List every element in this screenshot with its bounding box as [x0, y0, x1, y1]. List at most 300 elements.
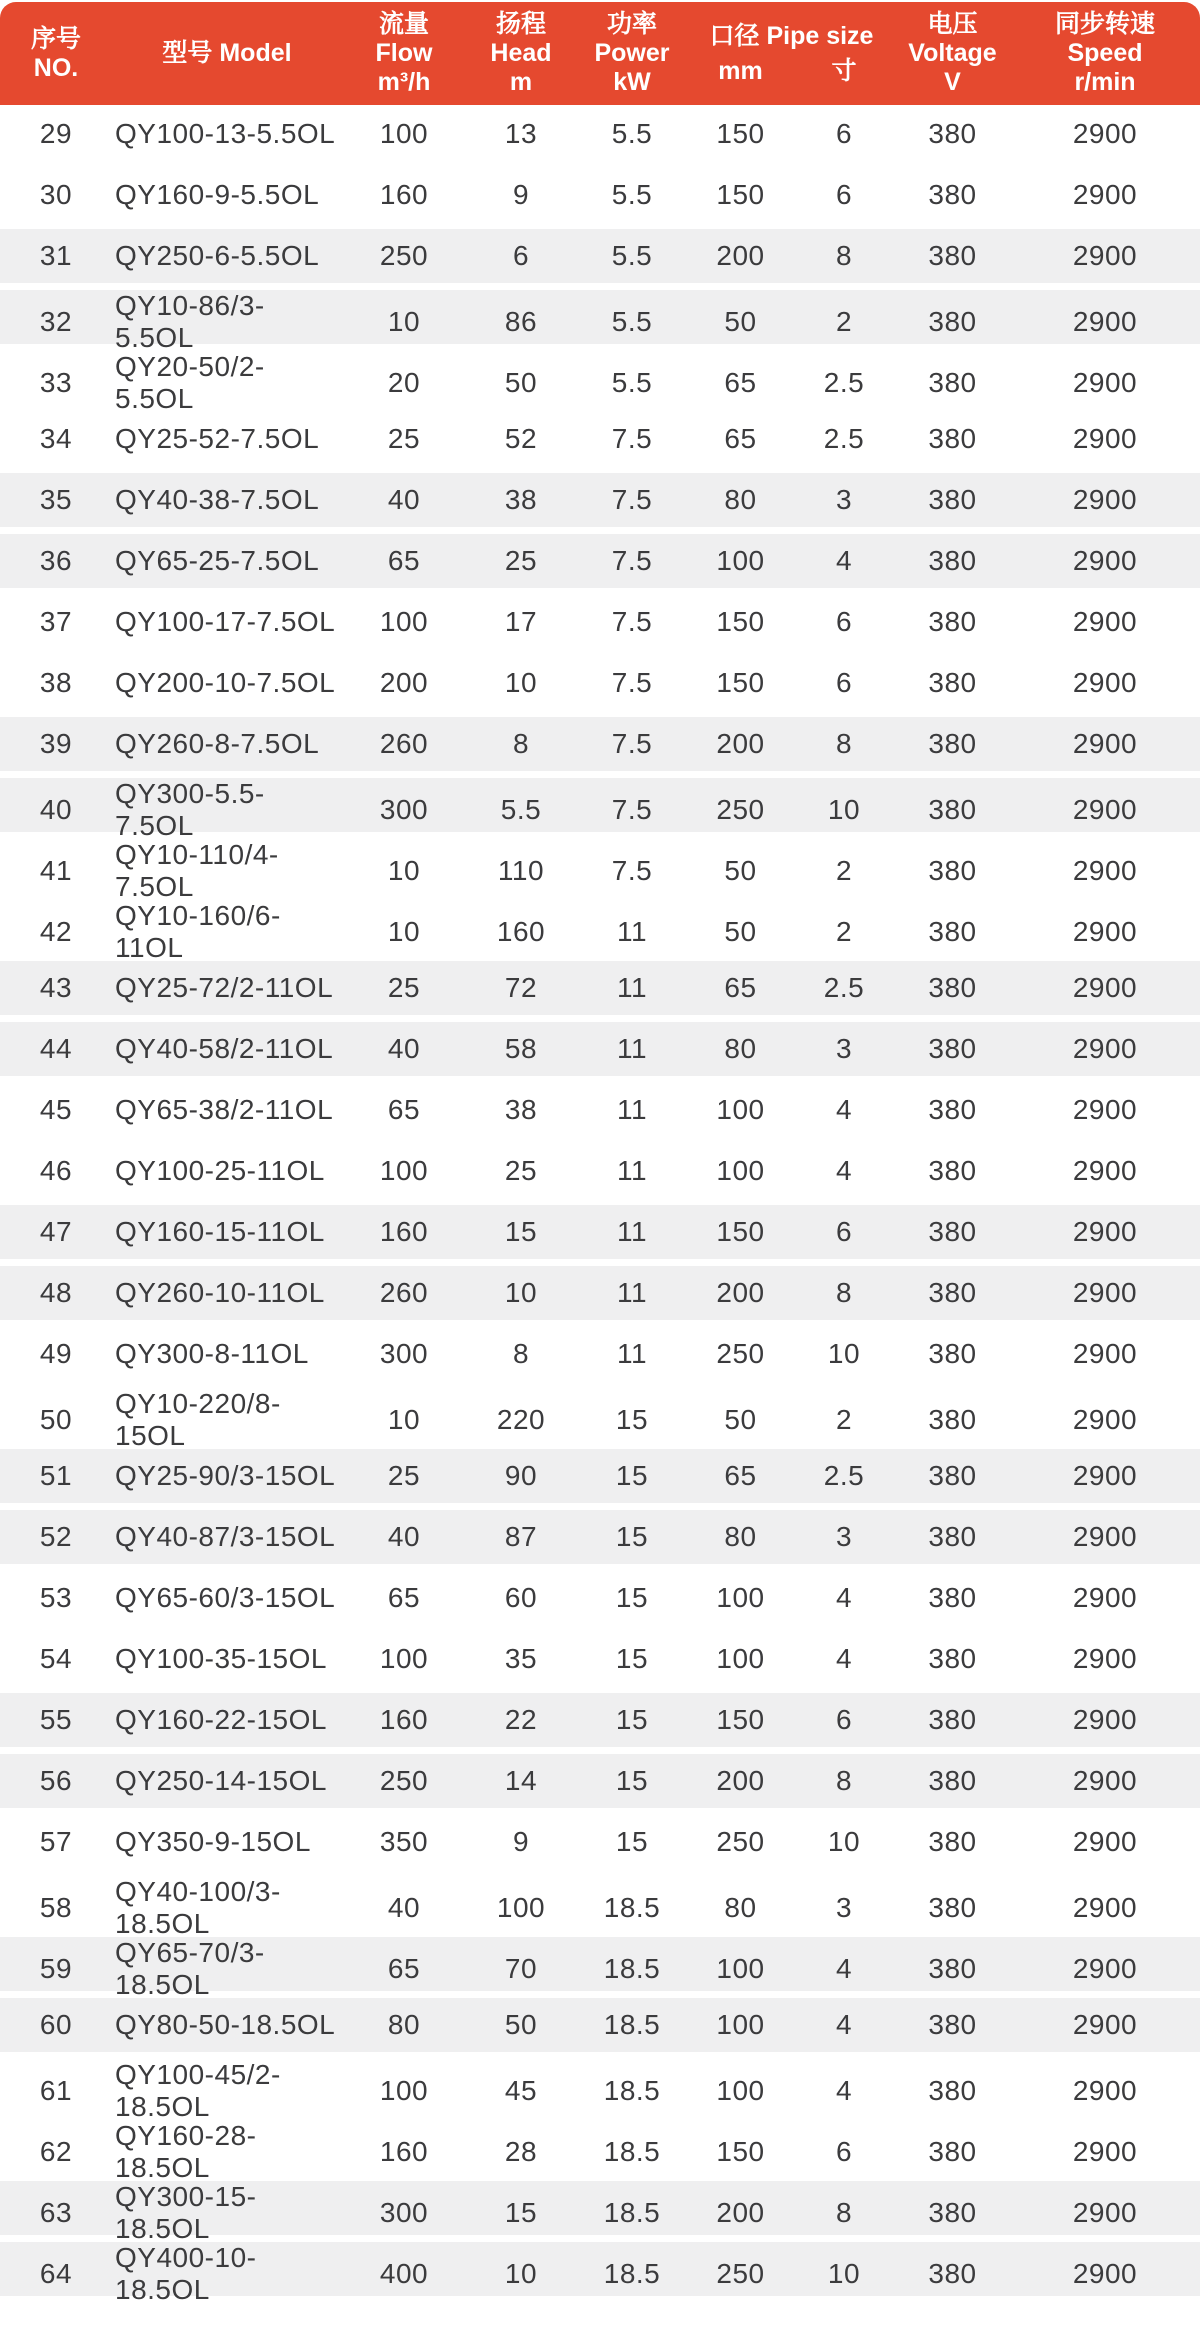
cell-flow: 10	[387, 855, 421, 886]
cell-pipe-mm: 200	[716, 1277, 765, 1308]
cell-flow: 350	[379, 1826, 429, 1857]
table-row	[0, 290, 1200, 353]
cell-model: QY10-86/3-5.5OL	[115, 290, 265, 353]
cell-head: 70	[504, 1953, 538, 1984]
header-head-zh: 扬程	[495, 10, 546, 38]
table-row	[0, 534, 1200, 588]
cell-voltage: 380	[928, 1094, 977, 1125]
cell-pipe-cun: 4	[835, 2075, 853, 2106]
cell-pipe-mm: 50	[724, 1404, 757, 1435]
cell-pipe-cun: 4	[835, 1155, 853, 1186]
cell-no: 52	[39, 1521, 73, 1552]
cell-flow: 65	[387, 1953, 421, 1984]
cell-no: 63	[39, 2197, 73, 2228]
cell-voltage: 380	[928, 1953, 977, 1984]
cell-pipe-mm: 200	[716, 728, 765, 759]
cell-head: 15	[504, 1216, 538, 1247]
cell-speed: 2900	[1072, 916, 1138, 947]
cell-flow: 100	[379, 1155, 429, 1186]
cell-pipe-mm: 80	[724, 1892, 757, 1923]
cell-power: 18.5	[603, 2009, 661, 2040]
cell-head: 160	[496, 916, 546, 947]
cell-voltage: 380	[928, 1033, 977, 1064]
cell-pipe-mm: 200	[716, 240, 765, 271]
cell-pipe-mm: 200	[716, 1765, 765, 1796]
cell-flow: 260	[379, 728, 429, 759]
cell-power: 18.5	[603, 2075, 661, 2106]
cell-no: 55	[39, 1704, 73, 1735]
cell-pipe-cun: 6	[835, 606, 853, 637]
cell-pipe-mm: 65	[724, 1460, 757, 1491]
cell-pipe-mm: 150	[716, 1216, 765, 1247]
cell-voltage: 380	[928, 1892, 977, 1923]
cell-flow: 65	[387, 545, 421, 576]
cell-no: 50	[39, 1404, 73, 1435]
cell-flow: 100	[379, 1643, 429, 1674]
cell-head: 72	[504, 972, 538, 1003]
cell-flow: 40	[387, 1521, 421, 1552]
table-row	[0, 717, 1200, 771]
cell-no: 44	[39, 1033, 73, 1064]
table-row	[0, 107, 1200, 161]
cell-speed: 2900	[1072, 545, 1138, 576]
cell-head: 110	[497, 855, 545, 886]
cell-model: QY350-9-15OL	[115, 1826, 311, 1857]
cell-model: QY65-25-7.5OL	[115, 545, 320, 576]
cell-pipe-mm: 250	[716, 1338, 765, 1369]
cell-pipe-cun: 3	[835, 1521, 853, 1552]
cell-speed: 2900	[1072, 423, 1138, 454]
cell-flow: 65	[387, 1582, 421, 1613]
cell-model: QY100-45/2-18.5OL	[115, 2059, 281, 2122]
cell-speed: 2900	[1072, 2197, 1138, 2228]
cell-model: QY65-60/3-15OL	[115, 1582, 336, 1613]
cell-no: 43	[39, 972, 73, 1003]
cell-pipe-cun: 4	[835, 1643, 853, 1674]
cell-head: 50	[504, 367, 538, 398]
cell-power: 11	[616, 1277, 648, 1308]
header-model	[112, 39, 342, 68]
header-voltage	[895, 10, 1010, 97]
cell-flow: 250	[379, 1765, 429, 1796]
cell-model: QY160-9-5.5OL	[115, 179, 320, 210]
cell-head: 9	[512, 1826, 530, 1857]
cell-head: 15	[504, 2197, 538, 2228]
cell-flow: 400	[379, 2258, 429, 2289]
cell-pipe-mm: 100	[716, 1155, 765, 1186]
cell-voltage: 380	[928, 794, 977, 825]
table-row	[0, 1083, 1200, 1137]
cell-speed: 2900	[1072, 1033, 1138, 1064]
cell-voltage: 380	[928, 2136, 977, 2167]
table-row	[0, 1022, 1200, 1076]
cell-no: 48	[39, 1277, 73, 1308]
cell-power: 5.5	[611, 367, 653, 398]
cell-flow: 160	[379, 1704, 429, 1735]
header-voltage-zh: 电压	[927, 10, 978, 38]
cell-head: 25	[504, 545, 538, 576]
cell-voltage: 380	[928, 1155, 977, 1186]
cell-voltage: 380	[928, 179, 977, 210]
cell-head: 8	[512, 728, 530, 759]
cell-pipe-mm: 80	[724, 484, 757, 515]
cell-voltage: 380	[928, 1277, 977, 1308]
cell-speed: 2900	[1072, 1338, 1138, 1369]
cell-model: QY10-220/8-15OL	[115, 1388, 281, 1451]
cell-voltage: 380	[928, 916, 977, 947]
cell-flow: 20	[387, 367, 421, 398]
pump-spec-table	[0, 2, 1200, 2305]
table-row	[0, 778, 1200, 841]
cell-flow: 100	[379, 2075, 429, 2106]
cell-head: 22	[504, 1704, 538, 1735]
cell-flow: 250	[379, 240, 429, 271]
cell-pipe-cun: 6	[835, 2136, 853, 2167]
cell-pipe-mm: 150	[716, 179, 765, 210]
cell-no: 32	[39, 306, 73, 337]
header-no-zh: 序号	[30, 24, 81, 53]
cell-model: QY160-28-18.5OL	[115, 2120, 257, 2183]
cell-no: 31	[39, 240, 73, 271]
cell-pipe-cun: 8	[835, 728, 853, 759]
cell-speed: 2900	[1072, 1094, 1138, 1125]
cell-no: 64	[39, 2258, 73, 2289]
table-row	[0, 1815, 1200, 1869]
table-header	[0, 2, 1200, 105]
cell-power: 11	[616, 916, 648, 947]
cell-voltage: 380	[928, 306, 977, 337]
cell-head: 6	[512, 240, 530, 271]
cell-power: 15	[615, 1826, 649, 1857]
cell-flow: 25	[387, 972, 421, 1003]
cell-pipe-cun: 6	[835, 1704, 853, 1735]
cell-head: 90	[504, 1460, 538, 1491]
cell-flow: 100	[379, 118, 429, 149]
cell-voltage: 380	[928, 367, 977, 398]
cell-model: QY40-100/3-18.5OL	[115, 1876, 281, 1939]
cell-speed: 2900	[1072, 367, 1138, 398]
table-row	[0, 473, 1200, 527]
cell-voltage: 380	[928, 484, 977, 515]
cell-model: QY10-110/4-7.5OL	[115, 839, 279, 902]
cell-head: 28	[504, 2136, 538, 2167]
cell-flow: 25	[387, 1460, 421, 1491]
cell-model: QY40-58/2-11OL	[115, 1033, 334, 1064]
cell-power: 5.5	[611, 179, 653, 210]
table-row	[0, 656, 1200, 710]
cell-no: 60	[39, 2009, 73, 2040]
table-row	[0, 1144, 1200, 1198]
cell-pipe-mm: 250	[716, 794, 765, 825]
cell-no: 29	[39, 118, 73, 149]
cell-voltage: 380	[928, 1521, 977, 1552]
cell-pipe-cun: 10	[827, 1338, 861, 1369]
cell-power: 18.5	[603, 1953, 661, 1984]
cell-model: QY200-10-7.5OL	[115, 667, 336, 698]
cell-pipe-mm: 100	[716, 1643, 765, 1674]
cell-voltage: 380	[928, 240, 977, 271]
cell-power: 5.5	[611, 240, 653, 271]
cell-pipe-mm: 65	[724, 423, 757, 454]
cell-power: 5.5	[611, 306, 653, 337]
cell-head: 9	[512, 179, 530, 210]
cell-power: 5.5	[611, 118, 653, 149]
cell-power: 15	[615, 1643, 649, 1674]
cell-no: 56	[39, 1765, 73, 1796]
cell-power: 7.5	[611, 728, 653, 759]
cell-model: QY260-10-11OL	[115, 1277, 325, 1308]
cell-head: 38	[504, 1094, 538, 1125]
cell-voltage: 380	[928, 2009, 977, 2040]
cell-pipe-mm: 80	[724, 1033, 757, 1064]
header-pipe-cun: 寸	[831, 56, 857, 85]
cell-flow: 25	[387, 423, 421, 454]
cell-voltage: 380	[928, 1582, 977, 1613]
cell-power: 7.5	[611, 423, 653, 454]
cell-pipe-cun: 4	[835, 1953, 853, 1984]
table-row	[0, 595, 1200, 649]
cell-speed: 2900	[1072, 484, 1138, 515]
cell-power: 11	[616, 972, 648, 1003]
cell-pipe-mm: 200	[716, 2197, 765, 2228]
cell-pipe-mm: 150	[716, 667, 765, 698]
cell-power: 7.5	[611, 606, 653, 637]
cell-pipe-cun: 2.5	[823, 972, 865, 1003]
cell-head: 45	[504, 2075, 538, 2106]
cell-speed: 2900	[1072, 1216, 1138, 1247]
cell-flow: 160	[379, 2136, 429, 2167]
cell-pipe-cun: 4	[835, 1582, 853, 1613]
cell-flow: 10	[387, 916, 421, 947]
cell-pipe-cun: 8	[835, 1765, 853, 1796]
cell-speed: 2900	[1072, 972, 1138, 1003]
cell-flow: 200	[379, 667, 429, 698]
cell-no: 40	[39, 794, 73, 825]
cell-model: QY300-5.5-7.5OL	[115, 778, 265, 841]
cell-voltage: 380	[928, 2197, 977, 2228]
cell-pipe-cun: 4	[835, 2009, 853, 2040]
header-head	[466, 10, 576, 97]
cell-no: 51	[39, 1460, 73, 1491]
table-row	[0, 1754, 1200, 1808]
cell-model: QY100-25-11OL	[115, 1155, 325, 1186]
cell-no: 36	[39, 545, 73, 576]
cell-pipe-mm: 150	[716, 118, 765, 149]
cell-pipe-cun: 10	[827, 1826, 861, 1857]
table-row	[0, 1510, 1200, 1564]
cell-pipe-mm: 65	[724, 367, 757, 398]
cell-flow: 160	[379, 179, 429, 210]
cell-pipe-cun: 2.5	[823, 423, 865, 454]
header-speed-en: Speed	[1067, 39, 1143, 67]
cell-no: 47	[39, 1216, 73, 1247]
cell-head: 52	[504, 423, 538, 454]
cell-pipe-cun: 6	[835, 667, 853, 698]
cell-power: 18.5	[603, 2197, 661, 2228]
table-row	[0, 900, 1200, 963]
cell-no: 53	[39, 1582, 73, 1613]
cell-speed: 2900	[1072, 2258, 1138, 2289]
cell-head: 58	[504, 1033, 538, 1064]
cell-flow: 300	[379, 1338, 429, 1369]
cell-pipe-cun: 10	[827, 794, 861, 825]
cell-no: 34	[39, 423, 73, 454]
cell-model: QY40-87/3-15OL	[115, 1521, 336, 1552]
cell-no: 41	[39, 855, 73, 886]
header-speed-zh: 同步转速	[1054, 10, 1155, 38]
table-row	[0, 1449, 1200, 1503]
header-voltage-en: Voltage	[908, 39, 997, 67]
cell-pipe-cun: 6	[835, 118, 853, 149]
cell-model: QY10-160/6-11OL	[115, 900, 281, 963]
cell-model: QY100-17-7.5OL	[115, 606, 336, 637]
cell-pipe-cun: 3	[835, 1892, 853, 1923]
cell-model: QY20-50/2-5.5OL	[115, 351, 265, 414]
table-row	[0, 1998, 1200, 2052]
table-row	[0, 2120, 1200, 2183]
cell-flow: 40	[387, 1892, 421, 1923]
cell-no: 57	[39, 1826, 73, 1857]
table-row	[0, 961, 1200, 1015]
cell-model: QY250-6-5.5OL	[115, 240, 320, 271]
cell-pipe-cun: 2	[835, 306, 853, 337]
cell-flow: 40	[387, 1033, 421, 1064]
cell-speed: 2900	[1072, 240, 1138, 271]
cell-power: 15	[615, 1765, 649, 1796]
cell-flow: 80	[387, 2009, 421, 2040]
table-row	[0, 351, 1200, 414]
header-voltage-unit: V	[944, 68, 961, 96]
header-speed-unit: r/min	[1074, 68, 1136, 96]
cell-head: 25	[504, 1155, 538, 1186]
cell-no: 33	[39, 367, 73, 398]
cell-pipe-cun: 2	[835, 855, 853, 886]
cell-pipe-mm: 100	[716, 2009, 765, 2040]
table-row	[0, 1266, 1200, 1320]
cell-no: 37	[39, 606, 73, 637]
cell-voltage: 380	[928, 1765, 977, 1796]
cell-pipe-mm: 250	[716, 2258, 765, 2289]
cell-head: 10	[504, 2258, 538, 2289]
cell-model: QY65-70/3-18.5OL	[115, 1937, 265, 2000]
cell-head: 14	[504, 1765, 538, 1796]
cell-pipe-cun: 6	[835, 179, 853, 210]
cell-voltage: 380	[928, 1704, 977, 1735]
cell-model: QY25-72/2-11OL	[115, 972, 334, 1003]
cell-head: 86	[504, 306, 538, 337]
cell-speed: 2900	[1072, 1404, 1138, 1435]
cell-voltage: 380	[928, 1404, 977, 1435]
cell-speed: 2900	[1072, 2075, 1138, 2106]
cell-power: 11	[616, 1094, 648, 1125]
cell-pipe-mm: 250	[716, 1826, 765, 1857]
cell-head: 60	[504, 1582, 538, 1613]
cell-head: 10	[504, 667, 538, 698]
cell-speed: 2900	[1072, 1704, 1138, 1735]
cell-power: 7.5	[611, 855, 653, 886]
cell-model: QY100-35-15OL	[115, 1643, 327, 1674]
cell-head: 8	[512, 1338, 530, 1369]
cell-pipe-cun: 4	[835, 1094, 853, 1125]
cell-no: 54	[39, 1643, 73, 1674]
header-pipe-mm: mm	[718, 56, 763, 85]
cell-head: 5.5	[500, 794, 542, 825]
cell-pipe-mm: 50	[724, 916, 757, 947]
cell-pipe-mm: 50	[724, 306, 757, 337]
cell-head: 10	[504, 1277, 538, 1308]
cell-speed: 2900	[1072, 1892, 1138, 1923]
cell-pipe-mm: 100	[716, 545, 765, 576]
cell-voltage: 380	[928, 1338, 977, 1369]
cell-pipe-cun: 3	[835, 1033, 853, 1064]
cell-speed: 2900	[1072, 1953, 1138, 1984]
cell-no: 45	[39, 1094, 73, 1125]
cell-model: QY250-14-15OL	[115, 1765, 327, 1796]
table-row	[0, 2181, 1200, 2244]
cell-flow: 260	[379, 1277, 429, 1308]
cell-power: 15	[615, 1521, 649, 1552]
cell-flow: 10	[387, 306, 421, 337]
cell-model: QY65-38/2-11OL	[115, 1094, 334, 1125]
header-flow-zh: 流量	[378, 10, 429, 38]
cell-model: QY300-15-18.5OL	[115, 2181, 257, 2244]
cell-pipe-cun: 8	[835, 1277, 853, 1308]
cell-pipe-mm: 100	[716, 1582, 765, 1613]
header-flow	[342, 10, 466, 97]
cell-flow: 300	[379, 2197, 429, 2228]
cell-flow: 300	[379, 794, 429, 825]
cell-no: 61	[39, 2075, 73, 2106]
cell-speed: 2900	[1072, 1765, 1138, 1796]
header-power	[576, 10, 688, 97]
cell-power: 18.5	[603, 2136, 661, 2167]
cell-voltage: 380	[928, 545, 977, 576]
cell-power: 7.5	[611, 484, 653, 515]
cell-power: 11	[616, 1155, 648, 1186]
cell-power: 18.5	[603, 1892, 661, 1923]
cell-voltage: 380	[928, 1643, 977, 1674]
cell-voltage: 380	[928, 667, 977, 698]
cell-model: QY40-38-7.5OL	[115, 484, 320, 515]
table-row	[0, 229, 1200, 283]
cell-speed: 2900	[1072, 855, 1138, 886]
header-flow-en: Flow	[375, 39, 433, 67]
cell-voltage: 380	[928, 2075, 977, 2106]
header-head-en: Head	[490, 39, 552, 67]
cell-speed: 2900	[1072, 179, 1138, 210]
header-pipe-label: 口径 Pipe size	[709, 21, 874, 50]
cell-speed: 2900	[1072, 606, 1138, 637]
cell-head: 17	[504, 606, 538, 637]
cell-flow: 160	[379, 1216, 429, 1247]
cell-voltage: 380	[928, 2258, 977, 2289]
cell-pipe-mm: 150	[716, 2136, 765, 2167]
cell-speed: 2900	[1072, 1643, 1138, 1674]
cell-model: QY100-13-5.5OL	[115, 118, 336, 149]
cell-no: 58	[39, 1892, 73, 1923]
cell-power: 15	[615, 1404, 649, 1435]
cell-power: 11	[616, 1338, 648, 1369]
cell-head: 220	[496, 1404, 546, 1435]
table-row	[0, 839, 1200, 902]
cell-power: 11	[616, 1216, 648, 1247]
cell-head: 50	[504, 2009, 538, 2040]
cell-speed: 2900	[1072, 1155, 1138, 1186]
cell-flow: 40	[387, 484, 421, 515]
cell-pipe-mm: 100	[716, 2075, 765, 2106]
cell-no: 46	[39, 1155, 73, 1186]
cell-voltage: 380	[928, 728, 977, 759]
